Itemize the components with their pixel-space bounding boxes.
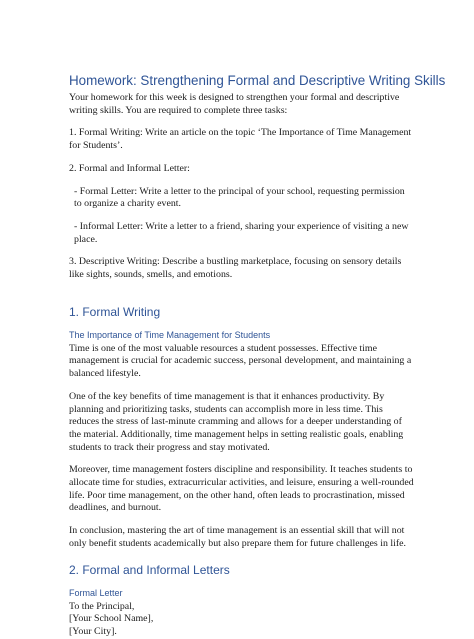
task-descriptive-writing: 3. Descriptive Writing: Describe a bustling marketplace, focusing on sensory details like sights, sounds, smells, and emotions.	[69, 256, 402, 281]
article-paragraph: In conclusion, mastering the art of time management is an essential skill that will not only benefit students academically but also prepare them for future challenges in life.	[69, 525, 406, 549]
task-formal-letter: - Formal Letter: Write a letter to the principal of your school, requesting permission to organize a charity event.	[74, 185, 405, 210]
intro-paragraph: Your homework for this week is designed to strengthen your formal and descriptive writing skills. You are required to complete three tasks:	[69, 92, 400, 116]
section-heading-formal-writing: 1. Formal Writing	[69, 304, 161, 319]
task-formal-writing: 1. Formal Writing: Write an article on the topic ‘The Importance of Time Management for Students’.	[69, 127, 412, 152]
letter-line: To the Principal,	[69, 600, 135, 612]
document-page	[69, 72, 446, 639]
article-paragraph: Moreover, time management fosters discipline and responsibility. It teaches students to allocate time for studies, extracurricular activities, and leisure, ensuring a well-rounded life. Poor time management, on the other hand, often leads to procrastination, missed deadlines, and burnout.	[69, 464, 414, 514]
article-title: The Importance of Time Management for Students	[69, 329, 271, 340]
letter-line: [Your School Name],	[69, 613, 154, 625]
document-title: Homework: Strengthening Formal and Descriptive Writing Skills	[69, 73, 446, 88]
section-heading-letters: 2. Formal and Informal Letters	[69, 562, 230, 577]
formal-letter-heading: Formal Letter	[69, 587, 123, 598]
task-informal-letter: - Informal Letter: Write a letter to a friend, sharing your experience of visiting a new place.	[74, 220, 409, 245]
article-paragraph: One of the key benefits of time management is that it enhances productivity. By planning and prioritizing tasks, students can accomplish more in less time. This reduces the stress of last-minute cramming and allows for a deeper understanding of the material. Additionally, time management helps in setting realistic goals, enabling students to track their progress and stay motivated.	[69, 390, 404, 453]
letter-line: [Your City].	[69, 625, 117, 637]
task-letters: 2. Formal and Informal Letter:	[69, 162, 190, 174]
article-paragraph: Time is one of the most valuable resources a student possesses. Effective time management is crucial for academic success, personal development, and maintaining a balanced lifestyle.	[69, 342, 412, 380]
letter-address	[69, 601, 414, 639]
